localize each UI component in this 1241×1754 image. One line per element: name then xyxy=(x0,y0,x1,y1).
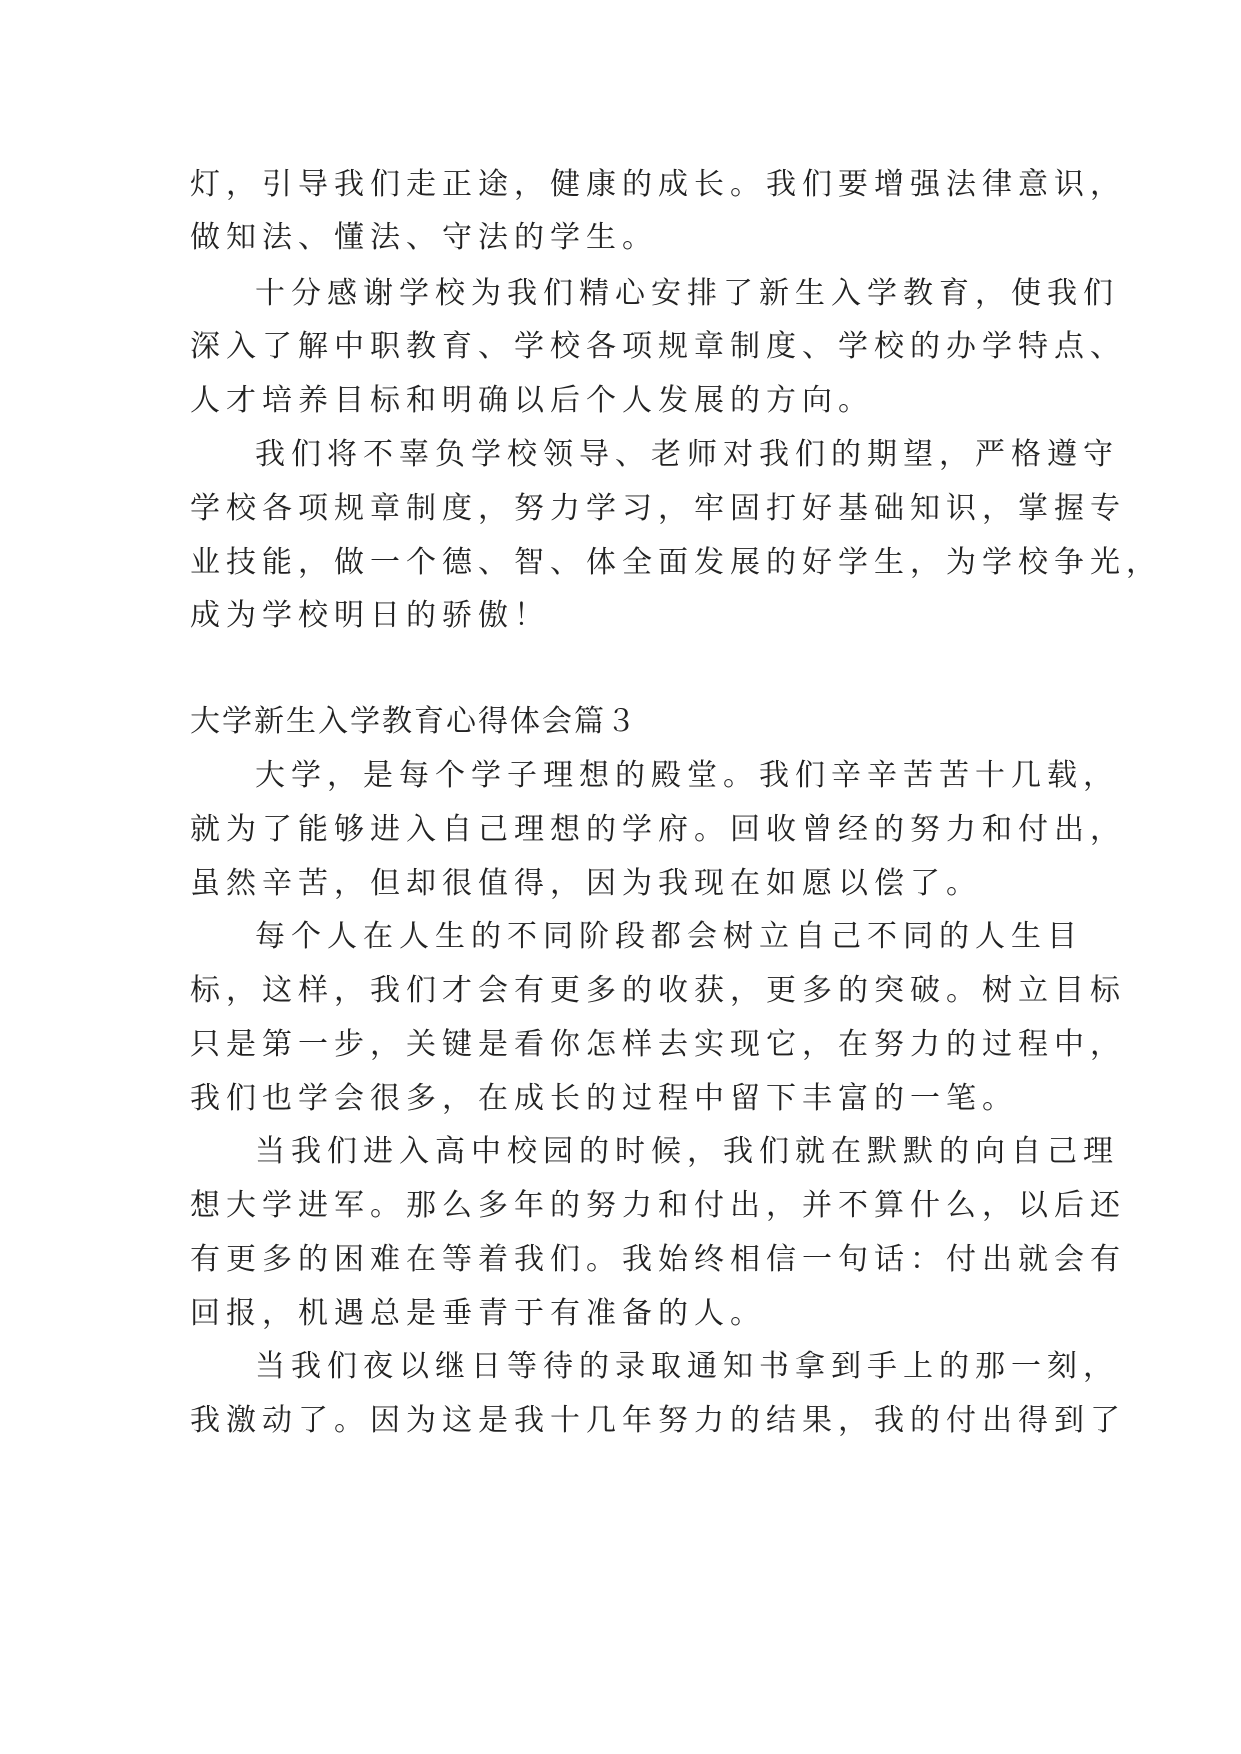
paragraph-line: 灯，引导我们走正途，健康的成长。我们要增强法律意识， xyxy=(190,167,1126,202)
paragraph-line: 业技能，做一个德、智、体全面发展的好学生，为学校争光， xyxy=(190,545,1162,580)
paragraph-line: 只是第一步，关键是看你怎样去实现它，在努力的过程中， xyxy=(190,1027,1126,1062)
paragraph-line: 有更多的困难在等着我们。我始终相信一句话：付出就会有 xyxy=(190,1242,1126,1277)
paragraph-line: 我们将不辜负学校领导、老师对我们的期望，严格遵守 xyxy=(255,437,1119,472)
paragraph-line: 人才培养目标和明确以后个人发展的方向。 xyxy=(190,383,874,418)
paragraph-line: 就为了能够进入自己理想的学府。回收曾经的努力和付出， xyxy=(190,812,1126,847)
paragraph-line: 我们也学会很多，在成长的过程中留下丰富的一笔。 xyxy=(190,1081,1018,1116)
paragraph-line: 当我们进入高中校园的时候，我们就在默默的向自己理 xyxy=(255,1134,1119,1169)
paragraph-line: 标，这样，我们才会有更多的收获，更多的突破。树立目标 xyxy=(190,973,1126,1008)
paragraph-line: 大学，是每个学子理想的殿堂。我们辛辛苦苦十几载， xyxy=(255,758,1119,793)
section-heading: 大学新生入学教育心得体会篇３ xyxy=(190,704,638,739)
paragraph-line: 学校各项规章制度，努力学习，牢固打好基础知识，掌握专 xyxy=(190,491,1126,526)
paragraph-line: 十分感谢学校为我们精心安排了新生入学教育，使我们 xyxy=(255,276,1119,311)
paragraph-line: 成为学校明日的骄傲！ xyxy=(190,598,550,633)
paragraph-line: 当我们夜以继日等待的录取通知书拿到手上的那一刻， xyxy=(255,1349,1119,1384)
paragraph-line: 想大学进军。那么多年的努力和付出，并不算什么，以后还 xyxy=(190,1188,1126,1223)
paragraph-line: 回报，机遇总是垂青于有准备的人。 xyxy=(190,1296,766,1331)
paragraph-line: 做知法、懂法、守法的学生。 xyxy=(190,220,658,255)
paragraph-line: 深入了解中职教育、学校各项规章制度、学校的办学特点、 xyxy=(190,329,1126,364)
paragraph-line: 我激动了。因为这是我十几年努力的结果，我的付出得到了 xyxy=(190,1403,1126,1438)
paragraph-line: 虽然辛苦，但却很值得，因为我现在如愿以偿了。 xyxy=(190,866,982,901)
paragraph-line: 每个人在人生的不同阶段都会树立自己不同的人生目 xyxy=(255,919,1083,954)
